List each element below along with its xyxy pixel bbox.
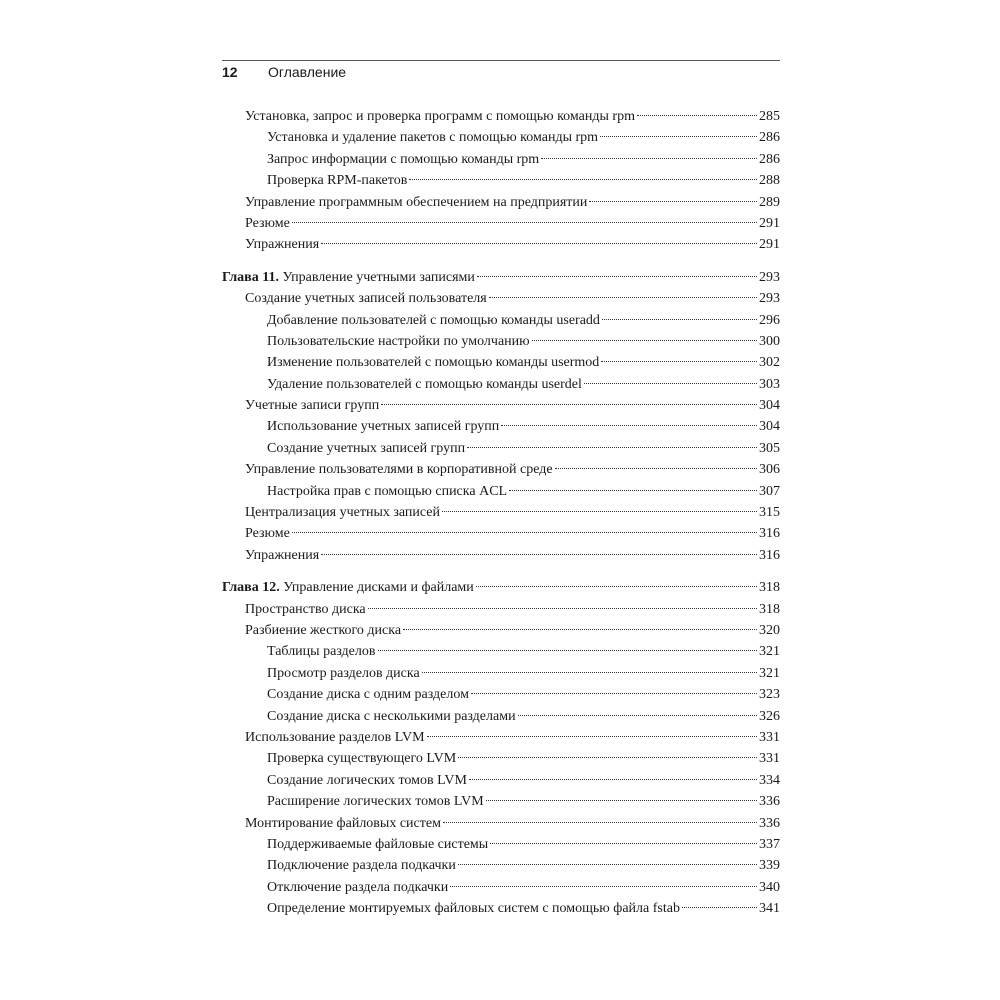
dot-leader — [476, 586, 757, 587]
toc-entry — [222, 416, 780, 437]
toc-page-number: 285 — [759, 109, 780, 124]
toc-entry — [222, 523, 780, 544]
toc-entry-title: Централизация учетных записей — [245, 505, 440, 521]
toc-entry — [222, 599, 780, 620]
toc-entry — [222, 684, 780, 705]
toc-entry-title: Удаление пользователей с помощью команды userdel — [267, 376, 582, 392]
toc-entry-title: Просмотр разделов диска — [267, 665, 420, 681]
toc-entry — [222, 106, 780, 127]
chapter-label: Глава 11. — [222, 269, 279, 285]
dot-leader — [321, 554, 757, 555]
toc-page-number: 306 — [759, 462, 780, 478]
toc-entry — [222, 770, 780, 791]
toc-entry-title: Монтирование файловых систем — [245, 815, 441, 831]
toc-entry — [222, 481, 780, 502]
dot-leader — [602, 319, 757, 320]
toc-page-number: 288 — [759, 173, 780, 189]
dot-leader — [292, 532, 757, 533]
toc-page-number: 307 — [759, 483, 780, 499]
toc-entry-title: Определение монтируемых файловых систем с помощью файла fstab — [267, 901, 680, 917]
toc-entry-title: Создание учетных записей групп — [267, 440, 466, 456]
dot-leader — [443, 822, 757, 823]
toc-entry-title: Разбиение жесткого диска — [245, 622, 402, 638]
dot-leader — [518, 715, 757, 716]
toc-page-number: 316 — [759, 547, 780, 563]
toc-entry — [222, 791, 780, 812]
toc-page-number: 302 — [759, 355, 780, 371]
dot-leader — [292, 222, 757, 223]
dot-leader — [477, 276, 757, 277]
toc-page-number: 331 — [759, 729, 780, 745]
book-page — [222, 0, 780, 1000]
toc-page-number: 336 — [759, 794, 780, 810]
toc-entry-title: Упражнения — [245, 547, 320, 563]
toc-entry-title: Установка, запрос и проверка программ с помощью команды rpm — [245, 109, 635, 124]
header-rule — [222, 60, 780, 61]
toc-entry-title: Резюме — [245, 215, 290, 231]
toc-entry-title — [222, 267, 475, 288]
running-title: Оглавление — [268, 64, 347, 80]
toc-chapter-entry — [222, 267, 780, 288]
toc-page-number: 339 — [759, 858, 780, 874]
dot-leader — [489, 297, 757, 298]
dot-leader — [532, 340, 757, 341]
toc-entry — [222, 898, 780, 919]
toc-page-number: 315 — [759, 505, 780, 521]
toc-entry-title: Управление программным обеспечением на предприятии — [245, 194, 588, 210]
section-gap — [222, 256, 780, 267]
toc-entry-title: Учетные записи групп — [245, 398, 380, 414]
toc-entry-title: Создание логических томов LVM — [267, 772, 467, 788]
dot-leader — [486, 800, 757, 801]
toc-page-number: 326 — [759, 708, 780, 724]
dot-leader — [422, 672, 757, 673]
page-number: 12 — [222, 64, 238, 80]
toc-entry — [222, 813, 780, 834]
toc-entry — [222, 663, 780, 684]
toc-entry — [222, 149, 780, 170]
toc-entry — [222, 331, 780, 352]
dot-leader — [458, 757, 757, 758]
dot-leader — [469, 779, 757, 780]
toc-entry-title: Использование разделов LVM — [245, 729, 425, 745]
dot-leader — [403, 629, 757, 630]
toc-page-number: 289 — [759, 194, 780, 210]
toc-page-number: 291 — [759, 237, 780, 253]
toc-page-number: 305 — [759, 440, 780, 456]
chapter-label: Глава 12. — [222, 580, 280, 596]
toc-entry-title: Добавление пользователей с помощью команды useradd — [267, 312, 600, 328]
toc-entry — [222, 374, 780, 395]
toc-entry-title: Резюме — [245, 526, 290, 542]
dot-leader — [427, 736, 757, 737]
toc-entry — [222, 727, 780, 748]
toc-page-number: 334 — [759, 772, 780, 788]
toc-page-number: 303 — [759, 376, 780, 392]
toc-entry-title: Изменение пользователей с помощью команды usermod — [267, 355, 600, 371]
toc-page-number: 323 — [759, 687, 780, 703]
toc-page-number: 293 — [759, 291, 780, 307]
toc-entry — [222, 234, 780, 255]
chapter-title: Управление учетными записями — [282, 269, 475, 285]
dot-leader — [501, 425, 757, 426]
toc-entry-title: Пользовательские настройки по умолчанию — [267, 333, 530, 349]
dot-leader — [589, 201, 757, 202]
toc-entry — [222, 127, 780, 148]
toc-entry-title: Запрос информации с помощью команды rpm — [267, 151, 540, 167]
toc-entry-title: Отключение раздела подкачки — [267, 879, 449, 895]
toc-entry-title: Проверка существующего LVM — [267, 751, 457, 767]
toc-entry-title: Расширение логических томов LVM — [267, 794, 484, 810]
dot-leader — [509, 490, 757, 491]
table-of-contents — [222, 106, 780, 919]
toc-entry — [222, 706, 780, 727]
toc-entry-title: Создание диска с одним разделом — [267, 687, 469, 703]
toc-entry — [222, 748, 780, 769]
toc-page-number: 331 — [759, 751, 780, 767]
toc-page-number: 337 — [759, 836, 780, 852]
toc-entry — [222, 855, 780, 876]
toc-page-number: 341 — [759, 901, 780, 917]
dot-leader — [381, 404, 757, 405]
dot-leader — [637, 115, 757, 116]
toc-entry-title: Использование учетных записей групп — [267, 419, 500, 435]
dot-leader — [600, 136, 757, 137]
dot-leader — [368, 608, 757, 609]
toc-entry — [222, 310, 780, 331]
toc-chapter-entry — [222, 577, 780, 598]
dot-leader — [490, 843, 757, 844]
dot-leader — [471, 693, 757, 694]
toc-entry — [222, 438, 780, 459]
toc-page-number: 320 — [759, 622, 780, 638]
toc-entry-title: Пространство диска — [245, 601, 366, 617]
toc-page-number: 304 — [759, 398, 780, 414]
running-header — [222, 64, 346, 86]
toc-entry — [222, 502, 780, 523]
toc-entry-title: Управление пользователями в корпоративной среде — [245, 462, 553, 478]
toc-entry-title: Установка и удаление пакетов с помощью команды rpm — [267, 130, 599, 146]
toc-page-number: 300 — [759, 333, 780, 349]
toc-entry — [222, 170, 780, 191]
toc-entry — [222, 545, 780, 566]
toc-entry — [222, 288, 780, 309]
toc-page-number: 321 — [759, 665, 780, 681]
dot-leader — [467, 447, 757, 448]
dot-leader — [601, 361, 757, 362]
toc-page-number: 286 — [759, 130, 780, 146]
toc-entry — [222, 352, 780, 373]
chapter-title: Управление дисками и файлами — [283, 580, 474, 596]
toc-entry — [222, 459, 780, 480]
toc-page-number: 336 — [759, 815, 780, 831]
toc-entry-title: Проверка RPM-пакетов — [267, 173, 408, 189]
toc-page-number: 296 — [759, 312, 780, 328]
toc-entry-title: Упражнения — [245, 237, 320, 253]
toc-entry — [222, 641, 780, 662]
toc-entry-title — [222, 577, 474, 598]
toc-page-number: 321 — [759, 644, 780, 660]
toc-page-number: 340 — [759, 879, 780, 895]
toc-page-number: 286 — [759, 151, 780, 167]
toc-entry — [222, 834, 780, 855]
toc-entry — [222, 395, 780, 416]
toc-page-number: 316 — [759, 526, 780, 542]
toc-entry — [222, 877, 780, 898]
dot-leader — [555, 468, 757, 469]
toc-entry-title: Подключение раздела подкачки — [267, 858, 456, 874]
toc-entry-title: Настройка прав с помощью списка ACL — [267, 483, 508, 499]
dot-leader — [378, 650, 758, 651]
dot-leader — [541, 158, 757, 159]
toc-entry-title: Создание диска с несколькими разделами — [267, 708, 516, 724]
toc-page-number: 291 — [759, 215, 780, 231]
toc-entry-title: Создание учетных записей пользователя — [245, 291, 487, 307]
dot-leader — [458, 864, 757, 865]
dot-leader — [450, 886, 757, 887]
toc-entry — [222, 192, 780, 213]
toc-page-number: 318 — [759, 601, 780, 617]
dot-leader — [442, 511, 757, 512]
toc-entry — [222, 620, 780, 641]
toc-entry-title: Таблицы разделов — [267, 644, 376, 660]
toc-page-number: 304 — [759, 419, 780, 435]
toc-entry-title: Поддерживаемые файловые системы — [267, 836, 489, 852]
toc-entry — [222, 213, 780, 234]
toc-page-number: 318 — [759, 580, 780, 596]
dot-leader — [409, 179, 757, 180]
dot-leader — [682, 907, 757, 908]
toc-page-number: 293 — [759, 269, 780, 285]
section-gap — [222, 566, 780, 577]
dot-leader — [321, 243, 757, 244]
dot-leader — [584, 383, 757, 384]
